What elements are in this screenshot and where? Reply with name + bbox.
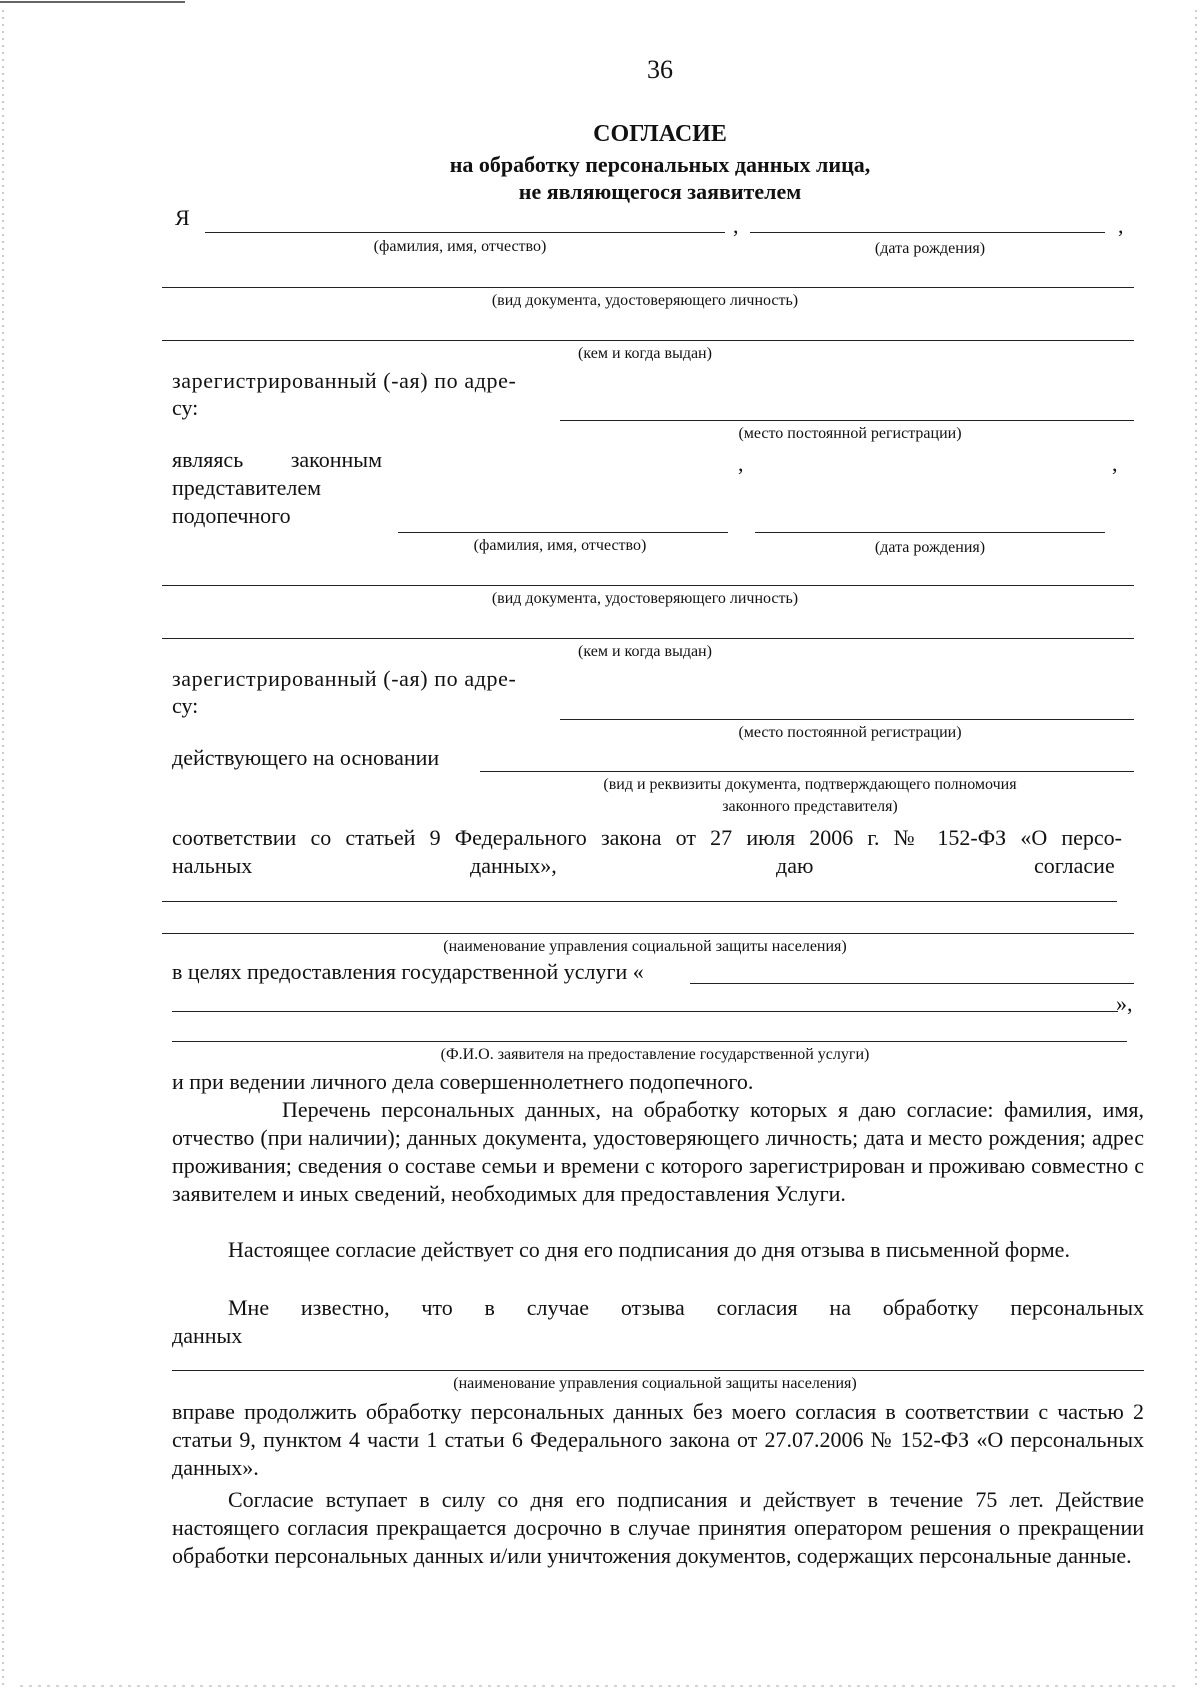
pronoun-ya: Я — [175, 205, 190, 230]
authority-document-field-line[interactable] — [480, 771, 1134, 772]
applicant-fio-field-line[interactable] — [172, 1041, 1127, 1042]
law-reference-word-3: даю — [776, 853, 814, 878]
caption-issued-by: (кем и когда выдан) — [578, 345, 712, 362]
birthdate-field-line[interactable] — [750, 232, 1105, 233]
ward-issued-by-field-line[interactable] — [162, 638, 1134, 639]
ward-registered-label-line-2: су: — [172, 693, 199, 718]
registered-label-line-2: су: — [172, 395, 199, 420]
ward-registration-address-field-line[interactable] — [560, 719, 1134, 720]
comma: , — [733, 213, 739, 238]
caption-authority-document-2: законного представителя) — [722, 798, 898, 815]
law-reference-word-2: данных», — [470, 853, 557, 878]
document-subtitle-line-2: не являющегося заявителем — [518, 179, 802, 204]
comma: , — [1112, 451, 1118, 476]
caption-fio: (фамилия, имя, отчество) — [373, 238, 547, 255]
ward-registered-label-line-1: зарегистрированный (-ая) по адре- — [172, 666, 517, 691]
caption-registration-place: (место постоянной регистрации) — [738, 425, 962, 442]
closing-quote: », — [1116, 991, 1133, 1016]
ward-id-document-field-line[interactable] — [162, 585, 1134, 586]
personal-data-list-paragraph: Перечень персональных данных, на обработку которых я даю согласие: фамилия, имя, отчество (при наличии); данных документа, удостоверяющего личность; дата и место рождения; адрес проживания; сведения о составе семьи и времени с которого зарегистрирован и проживаю совместно с заявителем и иных сведений, необходимых для предоставления Услуги. — [172, 1097, 1144, 1206]
validity-paragraph: Настоящее согласие действует со дня его подписания до дня отзыва в письменной форме. — [228, 1237, 1070, 1262]
caption-applicant-fio: (Ф.И.О. заявителя на предоставление государственной услуги) — [440, 1046, 870, 1063]
caption-ward-fio: (фамилия, имя, отчество) — [473, 537, 647, 554]
fio-field-line[interactable] — [205, 232, 725, 233]
caption-ward-id-document: (вид документа, удостоверяющего личность) — [491, 590, 799, 607]
continue-processing-paragraph: вправе продолжить обработку персональных данных без моего согласия в соответствии с частью 2 статьи 9, пунктом 4 части 1 статьи 6 Федерального закона от 27.07.2006 № 152-ФЗ «О персональных данных». — [172, 1399, 1144, 1480]
purpose-label: в целях предоставления государственной услуги « — [172, 959, 644, 984]
issued-by-field-line[interactable] — [162, 340, 1134, 341]
id-document-field-line[interactable] — [162, 287, 1134, 288]
law-reference-word-4: согласие — [1034, 853, 1115, 878]
representative-label-line-1: являясь законным — [172, 447, 383, 472]
ward-file-text: и при ведении личного дела совершеннолетнего подопечного. — [172, 1069, 754, 1094]
revocation-notice-line-1: Мне известно, что в случае отзыва согласия на обработку персональных — [228, 1295, 1144, 1320]
caption-ward-birthdate: (дата рождения) — [874, 539, 986, 556]
representative-label-line-2: представителем — [172, 475, 322, 500]
caption-id-document: (вид документа, удостоверяющего личность) — [491, 292, 799, 309]
ward-fio-field-line[interactable] — [398, 532, 728, 533]
authority-name-field-line-3[interactable] — [172, 1370, 1144, 1371]
caption-ward-registration-place: (место постоянной регистрации) — [738, 724, 962, 741]
authority-name-field-line-2[interactable] — [162, 933, 1134, 934]
caption-ward-issued-by: (кем и когда выдан) — [578, 643, 712, 660]
caption-authority-name: (наименование управления социальной защиты населения) — [443, 938, 847, 955]
acting-basis-label: действующего на основании — [172, 745, 440, 770]
representative-label-line-3: подопечного — [172, 503, 291, 528]
law-reference-word-1: нальных — [172, 853, 253, 878]
document-title: СОГЛАСИЕ — [593, 121, 727, 147]
revocation-notice-line-2: данных — [172, 1323, 243, 1348]
law-reference-line-1: соответствии со статьей 9 Федерального закона от 27 июля 2006 г. № 152-ФЗ «О персо- — [172, 825, 1122, 850]
ward-birthdate-field-line[interactable] — [755, 532, 1105, 533]
registered-label-line-1: зарегистрированный (-ая) по адре- — [172, 368, 517, 393]
caption-authority-document-1: (вид и реквизиты документа, подтверждающего полномочия — [603, 776, 1017, 793]
page-number: 36 — [647, 55, 673, 84]
caption-birthdate: (дата рождения) — [874, 240, 986, 257]
caption-authority-name-2: (наименование управления социальной защиты населения) — [453, 1375, 857, 1392]
authority-name-field-line-1[interactable] — [162, 901, 1117, 902]
comma: , — [1118, 213, 1124, 238]
registration-address-field-line[interactable] — [560, 420, 1134, 421]
term-paragraph: Согласие вступает в силу со дня его подписания и действует в течение 75 лет. Действие настоящего согласия прекращается досрочно в случае принятия оператором решения о прекращении обработки персональных данных и/или уничтожения документов, содержащих персональные данные. — [172, 1487, 1144, 1568]
document-subtitle-line-1: на обработку персональных данных лица, — [449, 152, 871, 177]
comma: , — [738, 451, 744, 476]
service-name-field-line-1[interactable] — [690, 983, 1134, 984]
service-name-field-line-2[interactable] — [172, 1011, 1118, 1012]
